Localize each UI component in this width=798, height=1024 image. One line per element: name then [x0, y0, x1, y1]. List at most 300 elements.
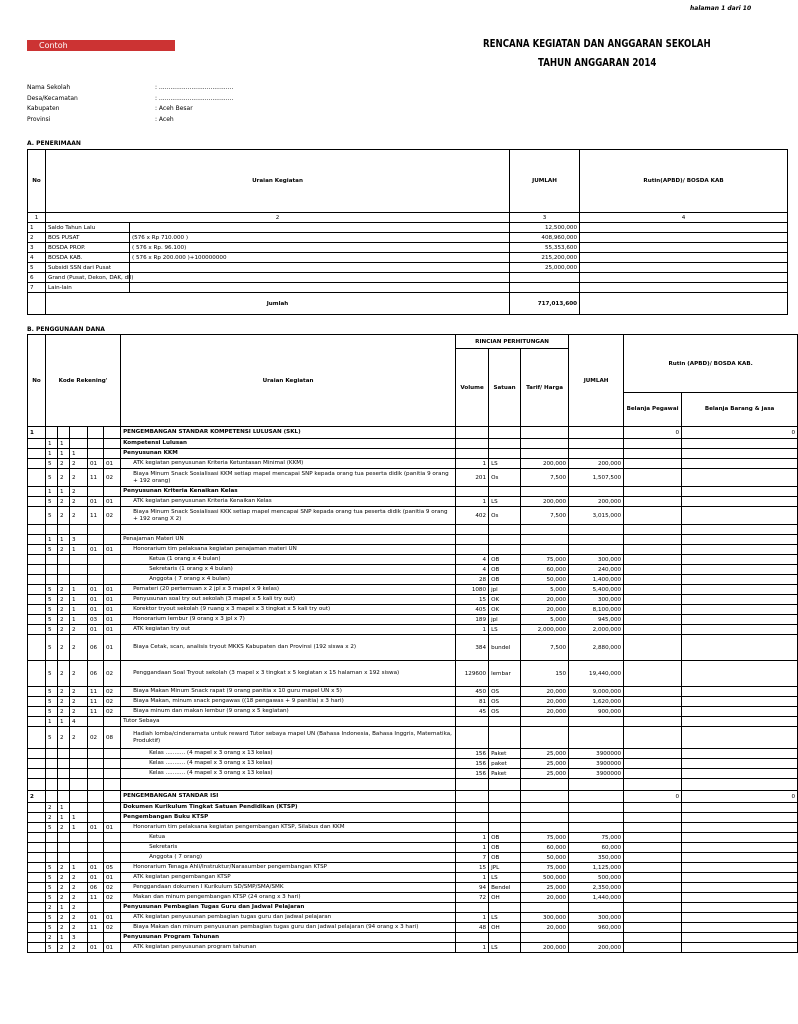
row-barang [682, 863, 798, 873]
table-row [28, 223, 788, 233]
row-rutin [580, 253, 788, 263]
row-unit [489, 717, 521, 727]
row-volume: 81 [456, 697, 489, 707]
row-code-segment: 1 [46, 449, 58, 459]
row-code-segment: 02 [104, 883, 121, 893]
table-row [28, 687, 798, 697]
row-code-segment: 2 [58, 823, 70, 833]
row-pegawai [624, 459, 682, 469]
row-amount: 2,350,000 [569, 883, 624, 893]
row-pegawai [624, 469, 682, 487]
row-amount [569, 487, 624, 497]
row-amount: 12,500,000 [510, 223, 580, 233]
row-amount: 2,880,000 [569, 635, 624, 661]
row-volume: 28 [456, 575, 489, 585]
row-description: Penyusunan soal try out sekolah (3 mapel x 5 kali try out) [121, 595, 456, 605]
row-amount: 215,200,000 [510, 253, 580, 263]
table-row [28, 893, 798, 903]
row-code-segment [104, 803, 121, 813]
row-code-segment: 02 [104, 687, 121, 697]
row-code-segment [104, 779, 121, 791]
row-volume: 156 [456, 769, 489, 779]
row-code-segment: 2 [58, 697, 70, 707]
row-barang [682, 449, 798, 459]
row-amount [569, 779, 624, 791]
table-row [28, 717, 798, 727]
row-barang [682, 707, 798, 717]
row-barang [682, 759, 798, 769]
row-barang [682, 625, 798, 635]
table-row [28, 769, 798, 779]
row-amount: 5,400,000 [569, 585, 624, 595]
row-price: 25,000 [521, 759, 569, 769]
row-barang [682, 813, 798, 823]
row-code-segment [58, 843, 70, 853]
row-description: Biaya Minum Snack Sosialisasi KKM setiap mapel mencapai SNP kepada orang tua peserta didik (panitia 9 orang + 192 orang) [121, 469, 456, 487]
row-volume [456, 823, 489, 833]
table-row [28, 283, 788, 293]
row-description: BOSDA PROP. [46, 243, 130, 253]
row-no [28, 525, 46, 535]
row-code-segment: 3 [70, 535, 88, 545]
table-row [28, 555, 798, 565]
row-amount: 1,400,000 [569, 575, 624, 585]
row-pegawai [624, 893, 682, 903]
row-pegawai [624, 661, 682, 687]
row-barang [682, 487, 798, 497]
row-no [28, 833, 46, 843]
row-unit: LS [489, 497, 521, 507]
table-row [28, 469, 798, 487]
row-price [521, 487, 569, 497]
row-calculation: (576 x Rp 710.000 ) [130, 233, 510, 243]
row-price [521, 449, 569, 459]
row-code-segment: 2 [58, 687, 70, 697]
row-amount: 3900000 [569, 769, 624, 779]
row-description: Lain-lain [46, 283, 130, 293]
row-volume [456, 813, 489, 823]
row-barang: 0 [682, 791, 798, 803]
row-volume [456, 779, 489, 791]
row-description: Sekretaris [121, 843, 456, 853]
row-description: PENGEMBANGAN STANDAR KOMPETENSI LULUSAN (SKL) [121, 427, 456, 439]
row-code-segment: 01 [104, 459, 121, 469]
row-code-segment: 2 [58, 873, 70, 883]
row-pegawai [624, 803, 682, 813]
row-barang [682, 497, 798, 507]
row-price: 20,000 [521, 605, 569, 615]
row-code-segment: 3 [70, 933, 88, 943]
row-pegawai [624, 833, 682, 843]
row-code-segment [46, 853, 58, 863]
row-pegawai: 0 [624, 427, 682, 439]
row-code-segment [70, 565, 88, 575]
row-price: 2,000,000 [521, 625, 569, 635]
col-rutin: Rutin (APBD)/ BOSDA KAB. [624, 335, 798, 393]
row-code-segment: 01 [104, 497, 121, 507]
row-code-segment [58, 749, 70, 759]
row-code-segment: 11 [88, 697, 104, 707]
row-code-segment: 01 [104, 873, 121, 883]
row-code-segment: 2 [46, 803, 58, 813]
row-description: Penggandaan dokumen I Kurikulum SD/SMP/SMA/SMK [121, 883, 456, 893]
row-code-segment: 1 [46, 487, 58, 497]
row-code-segment [58, 779, 70, 791]
row-code-segment [104, 769, 121, 779]
row-no [28, 507, 46, 525]
row-code-segment: 5 [46, 823, 58, 833]
row-amount: 75,000 [569, 833, 624, 843]
row-unit: OS [489, 697, 521, 707]
row-code-segment: 2 [58, 545, 70, 555]
row-code-segment [88, 449, 104, 459]
row-price: 25,000 [521, 883, 569, 893]
row-description: BOSDA KAB. [46, 253, 130, 263]
row-code-segment: 1 [70, 595, 88, 605]
row-volume [456, 439, 489, 449]
row-no [28, 565, 46, 575]
row-barang [682, 779, 798, 791]
row-code-segment [88, 565, 104, 575]
row-price: 200,000 [521, 459, 569, 469]
row-price: 5,000 [521, 615, 569, 625]
row-price: 200,000 [521, 943, 569, 953]
row-code-segment: 2 [58, 497, 70, 507]
row-amount [510, 273, 580, 283]
row-volume: 72 [456, 893, 489, 903]
row-code-segment [104, 813, 121, 823]
row-pegawai [624, 487, 682, 497]
row-amount [510, 283, 580, 293]
table-row [28, 833, 798, 843]
row-code-segment: 5 [46, 497, 58, 507]
row-pegawai [624, 843, 682, 853]
row-unit: bundel [489, 635, 521, 661]
row-volume: 402 [456, 507, 489, 525]
row-code-segment: 5 [46, 863, 58, 873]
row-no [28, 707, 46, 717]
row-description: Biaya Makan dan minum penyusunan pembagian tugas guru dan jadwal pelajaran (94 orang x 3 hari) [121, 923, 456, 933]
row-code-segment: 5 [46, 697, 58, 707]
row-description: Biaya Makan, minum snack pengawas ((18 pengawas + 9 panitia) x 3 hari) [121, 697, 456, 707]
row-price [521, 779, 569, 791]
row-price: 7,500 [521, 635, 569, 661]
row-barang [682, 873, 798, 883]
row-price: 20,000 [521, 707, 569, 717]
row-unit: OB [489, 555, 521, 565]
row-code-segment [88, 439, 104, 449]
row-description: Honorarium tim pelaksana kegiatan penajaman materi UN [121, 545, 456, 555]
row-unit: Os [489, 469, 521, 487]
row-volume: 1 [456, 459, 489, 469]
row-volume [456, 535, 489, 545]
row-no [28, 615, 46, 625]
row-code-segment [104, 535, 121, 545]
table-row [28, 791, 798, 803]
row-price: 5,000 [521, 585, 569, 595]
row-barang [682, 727, 798, 749]
row-no [28, 625, 46, 635]
row-barang [682, 749, 798, 759]
row-amount [569, 535, 624, 545]
col-kode: Kode Rekening' [46, 335, 121, 427]
row-volume: 1 [456, 833, 489, 843]
row-unit [489, 487, 521, 497]
row-description: Kompetensi Lulusan [121, 439, 456, 449]
row-code-segment [104, 853, 121, 863]
row-amount [569, 439, 624, 449]
row-rutin [580, 263, 788, 273]
row-unit: OS [489, 687, 521, 697]
row-code-segment [70, 833, 88, 843]
table-row [28, 535, 798, 545]
row-volume: 405 [456, 605, 489, 615]
row-pegawai [624, 873, 682, 883]
row-code-segment [104, 565, 121, 575]
row-amount [569, 791, 624, 803]
row-description: Penggandaan Soal Tryout sekolah (3 mapel x 3 tingkat x 5 kegiatan x 15 halaman x 192 siswa) [121, 661, 456, 687]
row-amount: 55,353,600 [510, 243, 580, 253]
row-pegawai [624, 749, 682, 759]
row-price: 75,000 [521, 555, 569, 565]
row-code-segment: 01 [88, 913, 104, 923]
row-code-segment: 2 [58, 469, 70, 487]
row-code-segment: 2 [58, 615, 70, 625]
row-code-segment: 5 [46, 635, 58, 661]
row-code-segment [58, 791, 70, 803]
row-code-segment: 01 [88, 625, 104, 635]
table-row [28, 853, 798, 863]
row-amount: 2,000,000 [569, 625, 624, 635]
row-pegawai [624, 497, 682, 507]
row-code-segment: 5 [46, 459, 58, 469]
row-unit: LS [489, 459, 521, 469]
row-barang [682, 439, 798, 449]
row-price: 25,000 [521, 769, 569, 779]
row-no [28, 769, 46, 779]
row-volume: 45 [456, 707, 489, 717]
table-row [28, 779, 798, 791]
row-description [121, 779, 456, 791]
row-rutin [580, 223, 788, 233]
info-label: Nama Sekolah [27, 84, 71, 91]
row-no [28, 863, 46, 873]
row-amount: 200,000 [569, 459, 624, 469]
row-unit [489, 803, 521, 813]
row-code-segment [88, 535, 104, 545]
row-barang [682, 459, 798, 469]
row-pegawai [624, 615, 682, 625]
row-pegawai [624, 507, 682, 525]
row-no: 7 [28, 283, 46, 293]
row-code-segment [46, 427, 58, 439]
row-price: 20,000 [521, 923, 569, 933]
row-code-segment [46, 575, 58, 585]
row-code-segment: 5 [46, 893, 58, 903]
row-no [28, 759, 46, 769]
row-code-segment: 2 [58, 943, 70, 953]
row-code-segment [88, 903, 104, 913]
info-value: : ....................................... [155, 95, 234, 102]
row-price: 75,000 [521, 863, 569, 873]
row-unit [489, 823, 521, 833]
row-code-segment: 06 [88, 635, 104, 661]
row-volume: 4 [456, 555, 489, 565]
row-code-segment [104, 833, 121, 843]
table-row [28, 727, 798, 749]
row-code-segment: 01 [88, 823, 104, 833]
row-amount: 25,000,000 [510, 263, 580, 273]
row-price: 60,000 [521, 565, 569, 575]
row-code-segment: 01 [88, 459, 104, 469]
row-barang [682, 595, 798, 605]
row-volume [456, 525, 489, 535]
row-rutin [580, 273, 788, 283]
row-no [28, 497, 46, 507]
row-volume: 201 [456, 469, 489, 487]
row-code-segment [70, 759, 88, 769]
row-code-segment: 2 [70, 497, 88, 507]
row-volume [456, 717, 489, 727]
row-pegawai [624, 605, 682, 615]
row-code-segment [46, 791, 58, 803]
table-row [28, 923, 798, 933]
row-code-segment: 2 [58, 707, 70, 717]
row-price [521, 439, 569, 449]
row-no [28, 779, 46, 791]
row-barang [682, 687, 798, 697]
row-code-segment: 2 [46, 903, 58, 913]
row-code-segment [70, 749, 88, 759]
row-code-segment [70, 779, 88, 791]
row-unit [489, 791, 521, 803]
row-price [521, 791, 569, 803]
section-b-heading: B. PENGGUNAAN DANA [27, 326, 105, 333]
row-amount [569, 933, 624, 943]
row-no [28, 803, 46, 813]
row-no [28, 749, 46, 759]
row-barang [682, 913, 798, 923]
row-description: Biaya Cetak, scan, analisis tryout MKKS Kabupaten dan Provinsi (192 siswa x 2) [121, 635, 456, 661]
table-row [28, 575, 798, 585]
table-row [28, 449, 798, 459]
table-row [28, 813, 798, 823]
row-code-segment: 2 [58, 913, 70, 923]
row-barang [682, 585, 798, 595]
row-code-segment [70, 439, 88, 449]
col-satuan: Satuan [489, 349, 521, 427]
row-price: 20,000 [521, 697, 569, 707]
row-code-segment: 1 [70, 605, 88, 615]
total-value: 717,013,600 [510, 293, 580, 315]
row-pegawai [624, 439, 682, 449]
row-pegawai [624, 687, 682, 697]
row-code-segment: 1 [70, 545, 88, 555]
row-unit: OB [489, 575, 521, 585]
row-code-segment [46, 833, 58, 843]
row-code-segment: 2 [46, 813, 58, 823]
row-code-segment: 01 [88, 863, 104, 873]
row-code-segment: 1 [70, 449, 88, 459]
row-amount: 3900000 [569, 759, 624, 769]
row-unit: Os [489, 507, 521, 525]
row-amount: 300,000 [569, 595, 624, 605]
row-price [521, 823, 569, 833]
row-price [521, 525, 569, 535]
row-rutin [580, 243, 788, 253]
row-unit: OK [489, 595, 521, 605]
row-description: Ketua [121, 833, 456, 843]
row-code-segment: 01 [104, 595, 121, 605]
row-code-segment: 2 [58, 459, 70, 469]
row-code-segment: 02 [88, 727, 104, 749]
total-label: Jumlah [46, 293, 510, 315]
table-row [28, 913, 798, 923]
row-code-segment: 2 [70, 661, 88, 687]
row-code-segment: 11 [88, 469, 104, 487]
row-description: Honorarium lembur (9 orang x 3 jpl x 7) [121, 615, 456, 625]
row-barang [682, 565, 798, 575]
row-unit: LS [489, 625, 521, 635]
row-pegawai [624, 727, 682, 749]
row-code-segment: 11 [88, 687, 104, 697]
col-no: No [28, 335, 46, 427]
row-pegawai [624, 585, 682, 595]
row-amount [569, 803, 624, 813]
row-code-segment [46, 843, 58, 853]
row-pegawai [624, 913, 682, 923]
row-code-segment [46, 779, 58, 791]
row-pegawai [624, 697, 682, 707]
row-code-segment: 5 [46, 661, 58, 687]
row-volume: 7 [456, 853, 489, 863]
row-barang [682, 769, 798, 779]
row-price [521, 717, 569, 727]
row-amount: 300,000 [569, 913, 624, 923]
row-unit: OH [489, 893, 521, 903]
row-code-segment: 01 [104, 545, 121, 555]
table-row [28, 759, 798, 769]
row-unit: jpl [489, 585, 521, 595]
row-unit: Paket [489, 769, 521, 779]
col-number: 3 [510, 213, 580, 223]
row-unit: lembar [489, 661, 521, 687]
table-row [28, 615, 798, 625]
row-code-segment [88, 525, 104, 535]
row-barang [682, 823, 798, 833]
row-code-segment: 2 [58, 595, 70, 605]
row-code-segment [58, 853, 70, 863]
row-code-segment [104, 791, 121, 803]
row-unit [489, 449, 521, 459]
row-code-segment [46, 525, 58, 535]
row-unit [489, 439, 521, 449]
row-pegawai [624, 903, 682, 913]
row-description: Anggota ( 7 orang x 4 bulan) [121, 575, 456, 585]
row-rutin [580, 233, 788, 243]
row-code-segment: 5 [46, 595, 58, 605]
row-pegawai [624, 779, 682, 791]
row-no [28, 575, 46, 585]
row-code-segment [70, 427, 88, 439]
row-code-segment: 1 [46, 717, 58, 727]
row-code-segment [88, 833, 104, 843]
section-a-heading: A. PENERIMAAN [27, 140, 81, 147]
row-code-segment: 01 [104, 625, 121, 635]
row-code-segment: 4 [70, 717, 88, 727]
row-description: Penyusunan KKM [121, 449, 456, 459]
row-code-segment: 01 [88, 497, 104, 507]
